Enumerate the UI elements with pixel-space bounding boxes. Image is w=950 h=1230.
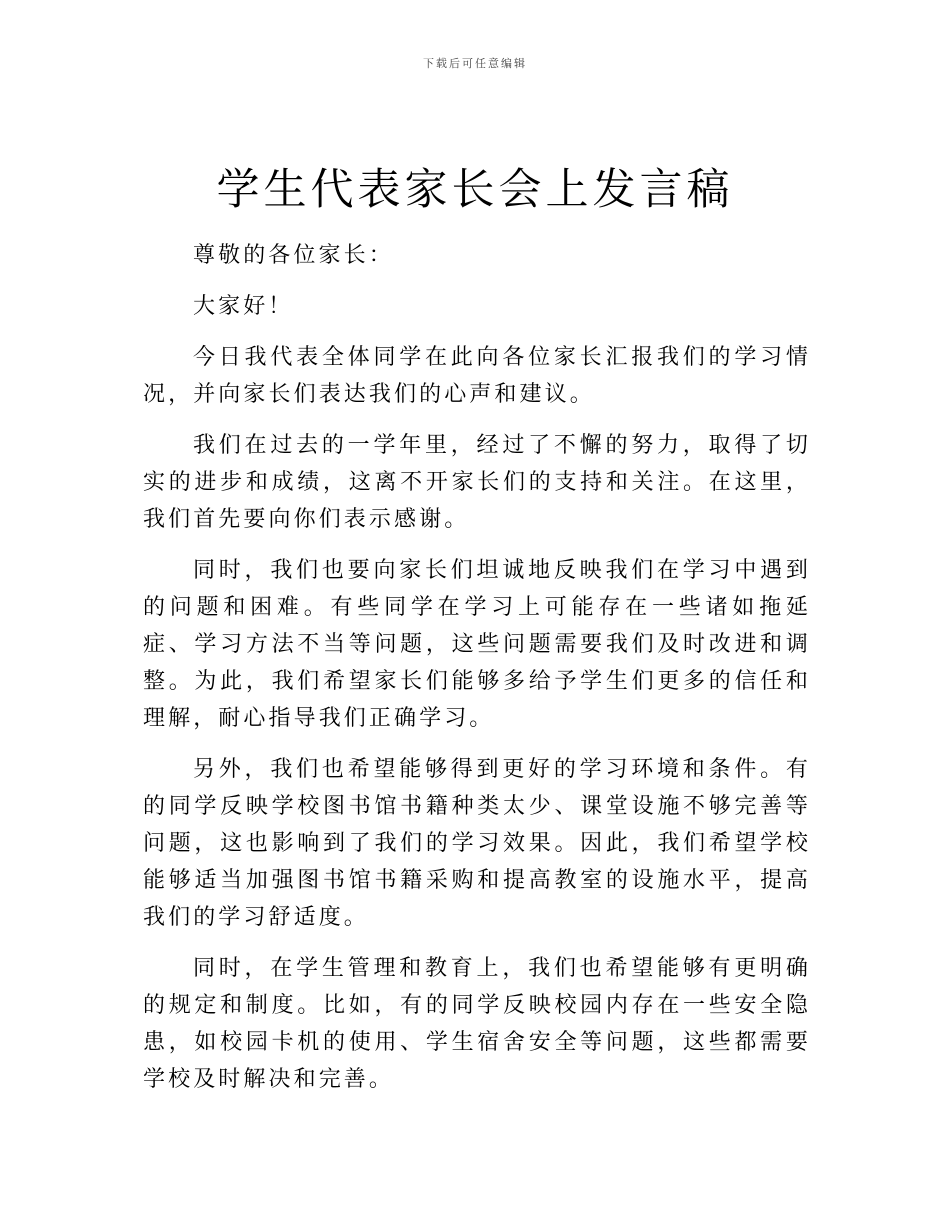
greeting: 大家好！ <box>193 294 294 319</box>
body-paragraph: 今日我代表全体同学在此向各位家长汇报我们的学习情况，并向家长们表达我们的心声和建议。 <box>143 345 811 407</box>
body-paragraph: 我们在过去的一学年里，经过了不懈的努力，取得了切实的进步和成绩，这离不开家长们的支持和关注。在这里，我们首先要向你们表示感谢。 <box>143 433 811 532</box>
document-body <box>143 237 811 1112</box>
document-title: 学生代表家长会上发言稿 <box>216 165 734 215</box>
body-paragraph: 同时，在学生管理和教育上，我们也希望能够有更明确的规定和制度。比如，有的同学反映校园内存在一些安全隐患，如校园卡机的使用、学生宿舍安全等问题，这些都需要学校及时解决和完善。 <box>143 956 811 1092</box>
body-paragraph: 另外，我们也希望能够得到更好的学习环境和条件。有的同学反映学校图书馆书籍种类太少、课堂设施不够完善等问题，这也影响到了我们的学习效果。因此，我们希望学校能够适当加强图书馆书籍采购和提高教室的设施水平，提高我们的学习舒适度。 <box>143 757 811 930</box>
body-paragraph: 同时，我们也要向家长们坦诚地反映我们在学习中遇到的问题和困难。有些同学在学习上可能存在一些诸如拖延症、学习方法不当等问题，这些问题需要我们及时改进和调整。为此，我们希望家长们能够多给予学生们更多的信任和理解，耐心指导我们正确学习。 <box>143 558 811 731</box>
salutation: 尊敬的各位家长： <box>193 243 394 268</box>
page-header-note: 下载后可任意编辑 <box>423 57 527 70</box>
